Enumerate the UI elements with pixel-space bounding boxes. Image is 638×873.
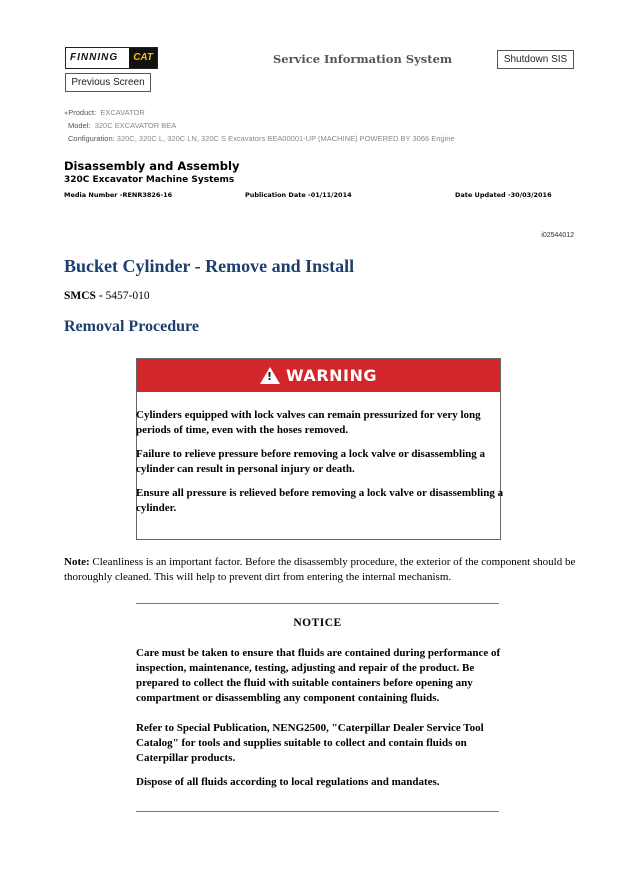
section-title: Disassembly and Assembly	[64, 159, 240, 173]
config-key: Configuration:	[68, 134, 115, 143]
product-line	[64, 108, 145, 117]
date-updated: Date Updated -30/03/2016	[455, 191, 552, 199]
notice-paragraph-2: Refer to Special Publication, NENG2500, "Caterpillar Dealer Service Tool Catalog" for tools and supplies suitable to collect and contain fluids on Caterpillar products.	[136, 722, 484, 764]
note-paragraph	[64, 555, 580, 585]
product-key: Product:	[68, 108, 97, 117]
warning-triangle-icon: !	[260, 367, 280, 384]
removal-procedure-heading: Removal Procedure	[64, 318, 199, 335]
publication-date: Publication Date -01/11/2014	[245, 191, 352, 199]
notice-title: NOTICE	[293, 617, 342, 629]
config-value: 320C, 320C L, 320C LN, 320C S Excavators BEA00001-UP (MACHINE) POWERED BY 3066 Engine	[116, 134, 455, 143]
warning-paragraph-3: Ensure all pressure is relieved before removing a lock valve or disassembling a cylinder.	[136, 487, 504, 514]
smcs-value: 5457-010	[105, 290, 150, 302]
article-title: Bucket Cylinder - Remove and Install	[64, 256, 355, 276]
shutdown-sis-button[interactable]: Shutdown SIS	[497, 50, 574, 69]
notice-top-divider	[136, 603, 499, 604]
smcs-label: SMCS -	[64, 290, 103, 302]
product-value: EXCAVATOR	[100, 108, 145, 117]
model-key: Model:	[68, 121, 91, 130]
notice-paragraph-3: Dispose of all fluids according to local regulations and mandates.	[136, 776, 440, 788]
app-title: Service Information System	[273, 52, 453, 66]
section-subtitle: 320C Excavator Machine Systems	[64, 175, 235, 185]
model-value: 320C EXCAVATOR BEA	[94, 121, 177, 130]
logo-finning-text: FINNING	[66, 48, 129, 68]
warning-label: WARNING	[286, 366, 377, 385]
logo-cat-text: CAT	[129, 48, 157, 68]
notice-bottom-divider	[136, 811, 499, 812]
warning-banner	[137, 359, 500, 392]
document-id: i02544012	[541, 232, 574, 239]
smcs-line	[64, 290, 150, 302]
note-label: Note:	[64, 556, 90, 568]
warning-paragraph-1: Cylinders equipped with lock valves can remain pressurized for very long periods of time, even with the hoses removed.	[136, 409, 481, 436]
warning-paragraph-2: Failure to relieve pressure before removing a lock valve or disassembling a cylinder can result in personal injury or death.	[136, 448, 486, 475]
media-number: Media Number -RENR3826-16	[64, 191, 173, 199]
configuration-line	[68, 134, 455, 143]
note-text: Cleanliness is an important factor. Before the disassembly procedure, the exterior of the component should be thoroughly cleaned. This will help to prevent dirt from entering the internal mechanism.	[64, 556, 576, 583]
model-line	[68, 121, 176, 130]
bullet-icon: ●	[64, 110, 69, 117]
notice-paragraph-1: Care must be taken to ensure that fluids are contained during performance of inspection, maintenance, testing, adjusting and repair of the product. Be prepared to collect the fluid with suitable containers before opening any compartment or disassembling any component containing fluids.	[136, 647, 501, 704]
previous-screen-button[interactable]: Previous Screen	[65, 73, 151, 92]
finning-cat-logo	[65, 47, 158, 69]
